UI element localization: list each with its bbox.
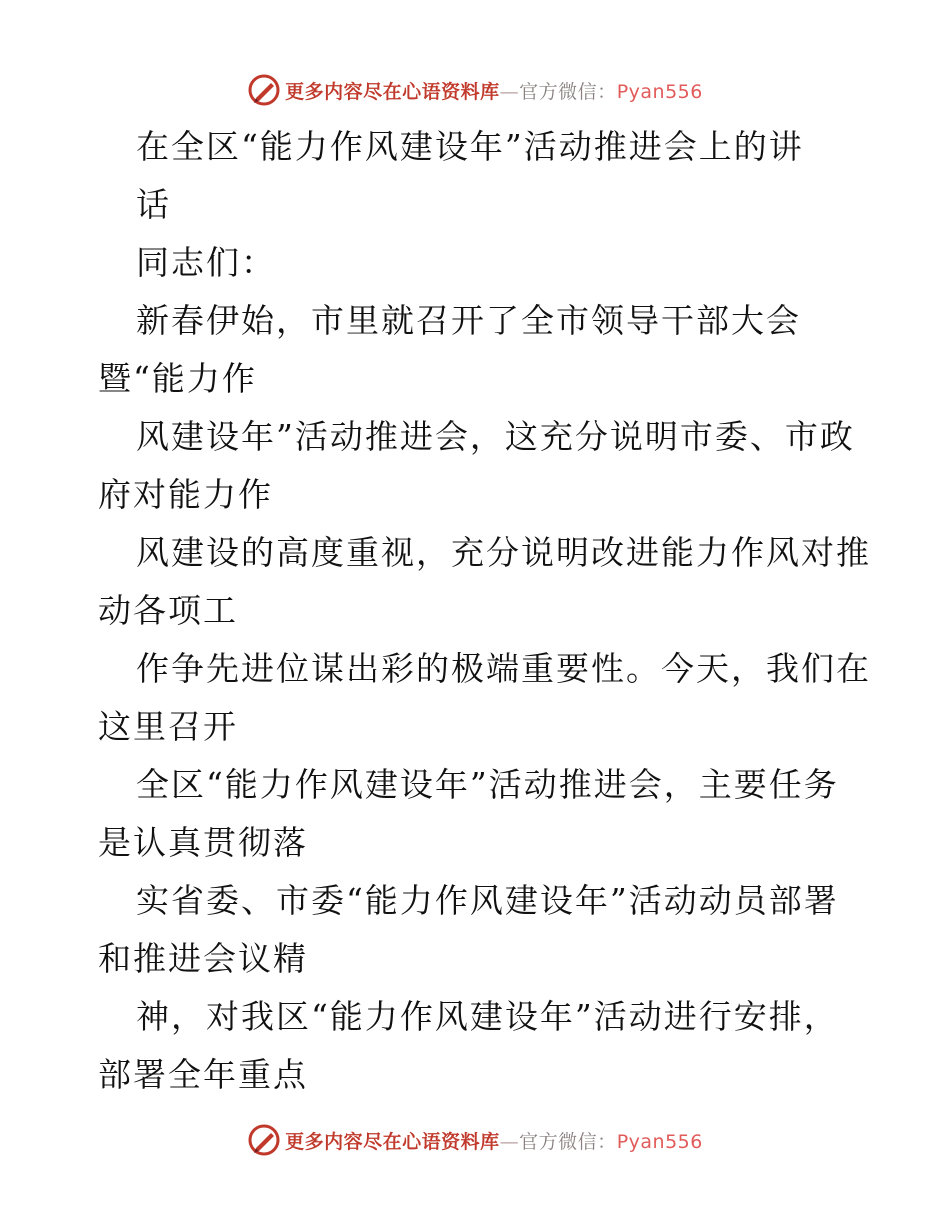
text-line: 在全区“能力作风建设年”活动推进会上的讲	[136, 127, 804, 166]
banner-dash: —	[499, 80, 520, 103]
text-line: 和推进会议精	[98, 939, 308, 978]
banner-dash: —	[499, 1130, 520, 1153]
footer-banner	[0, 1120, 950, 1160]
text-line: 风建设年”活动推进会，这充分说明市委、市政	[136, 417, 855, 456]
pen-logo-icon	[247, 1123, 281, 1157]
text-line: 部署全年重点	[98, 1055, 308, 1094]
text-line: 实省委、市委“能力作风建设年”活动动员部署	[136, 881, 839, 920]
text-line: 动各项工	[98, 591, 238, 630]
banner-brand-text: 更多内容尽在心语资料库	[285, 1130, 500, 1153]
text-line: 府对能力作	[98, 475, 273, 514]
header-banner	[0, 70, 950, 110]
text-line: 同志们：	[136, 243, 276, 282]
text-line: 话	[136, 185, 171, 224]
text-line: 这里召开	[98, 707, 238, 746]
text-line: 暨“能力作	[98, 359, 257, 398]
text-line: 新春伊始，市里就召开了全市领导干部大会	[136, 301, 801, 340]
banner-brand-text: 更多内容尽在心语资料库	[285, 80, 500, 103]
banner-wechat-id: Pyan556	[616, 80, 703, 103]
document-body	[98, 118, 871, 1104]
pen-logo-icon	[247, 73, 281, 107]
text-line: 是认真贯彻落	[98, 823, 308, 862]
text-line: 全区“能力作风建设年”活动推进会，主要任务	[136, 765, 839, 804]
text-line: 作争先进位谋出彩的极端重要性。今天，我们在	[136, 649, 871, 688]
banner-wechat-label: 官方微信：	[519, 1130, 617, 1153]
text-line: 神，对我区“能力作风建设年”活动进行安排，	[136, 997, 839, 1036]
banner-wechat-label: 官方微信：	[519, 80, 617, 103]
text-line: 风建设的高度重视，充分说明改进能力作风对推	[136, 533, 871, 572]
banner-wechat-id: Pyan556	[616, 1130, 703, 1153]
